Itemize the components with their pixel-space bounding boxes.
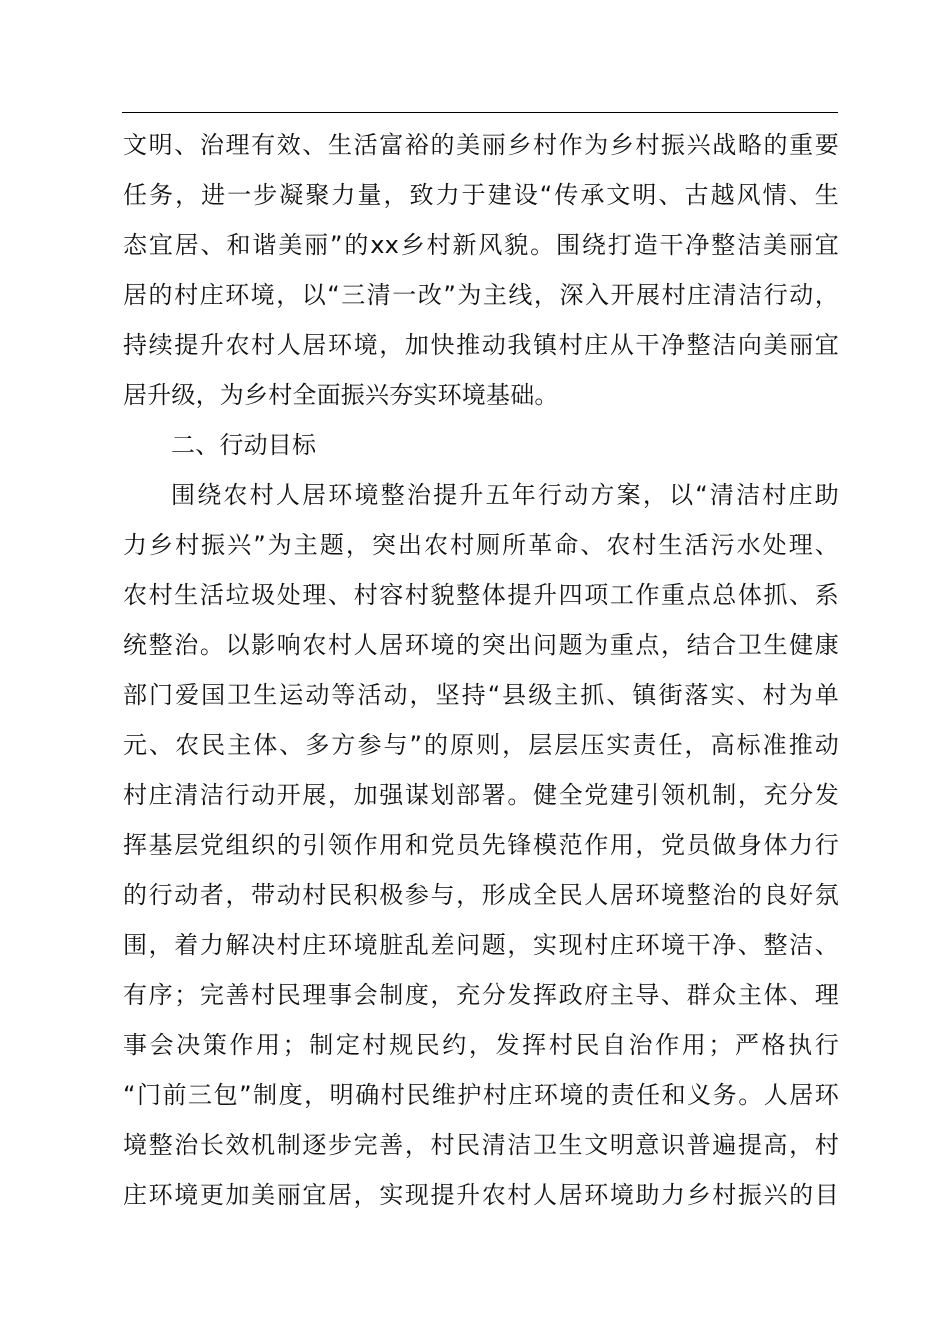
text-line: 统整治。以影响农村人居环境的突出问题为重点，结合卫生健康: [123, 631, 839, 659]
text-line: 居升级，为乡村全面振兴夯实环境基础。: [123, 381, 559, 409]
text-line: 挥基层党组织的引领作用和党员先锋模范作用，党员做身体力行: [123, 831, 839, 859]
text-line: 围绕农村人居环境整治提升五年行动方案，以“清洁村庄助: [171, 481, 839, 509]
paragraph-continuation: [123, 120, 839, 420]
body-text: [123, 120, 839, 1220]
text-line: “门前三包”制度，明确村民维护村庄环境的责任和义务。人居环: [123, 1081, 839, 1109]
text-line: 的行动者，带动村民积极参与，形成全民人居环境整治的良好氛: [123, 881, 839, 909]
text-line: 境整治长效机制逐步完善，村民清洁卫生文明意识普遍提高，村: [123, 1131, 839, 1159]
header-rule: [122, 112, 838, 113]
text-line: 文明、治理有效、生活富裕的美丽乡村作为乡村振兴战略的重要: [123, 131, 839, 159]
text-line: 力乡村振兴”为主题，突出农村厕所革命、农村生活污水处理、: [123, 531, 839, 559]
text-line: 持续提升农村人居环境，加快推动我镇村庄从干净整洁向美丽宜: [123, 331, 839, 359]
text-line: 事会决策作用；制定村规民约，发挥村民自治作用；严格执行: [123, 1031, 839, 1059]
text-line: 任务，进一步凝聚力量，致力于建设“传承文明、古越风情、生: [123, 181, 839, 209]
text-line: 农村生活垃圾处理、村容村貌整体提升四项工作重点总体抓、系: [123, 581, 839, 609]
text-line: 居的村庄环境，以“三清一改”为主线，深入开展村庄清洁行动，: [123, 281, 839, 309]
text-line: 态宜居、和谐美丽”的xx乡村新风貌。围绕打造干净整洁美丽宜: [123, 231, 839, 259]
section-heading-text: 二、行动目标: [171, 431, 317, 459]
section-heading: [123, 420, 839, 470]
text-line: 围，着力解决村庄环境脏乱差问题，实现村庄环境干净、整洁、: [123, 931, 839, 959]
text-line: 元、农民主体、多方参与”的原则，层层压实责任，高标准推动: [123, 731, 839, 759]
text-line: 部门爱国卫生运动等活动，坚持“县级主抓、镇街落实、村为单: [123, 681, 839, 709]
paragraph: [123, 470, 839, 1220]
text-line: 庄环境更加美丽宜居，实现提升农村人居环境助力乡村振兴的目: [123, 1181, 839, 1209]
text-line: 有序；完善村民理事会制度，充分发挥政府主导、群众主体、理: [123, 981, 839, 1009]
text-line: 村庄清洁行动开展，加强谋划部署。健全党建引领机制，充分发: [123, 781, 839, 809]
